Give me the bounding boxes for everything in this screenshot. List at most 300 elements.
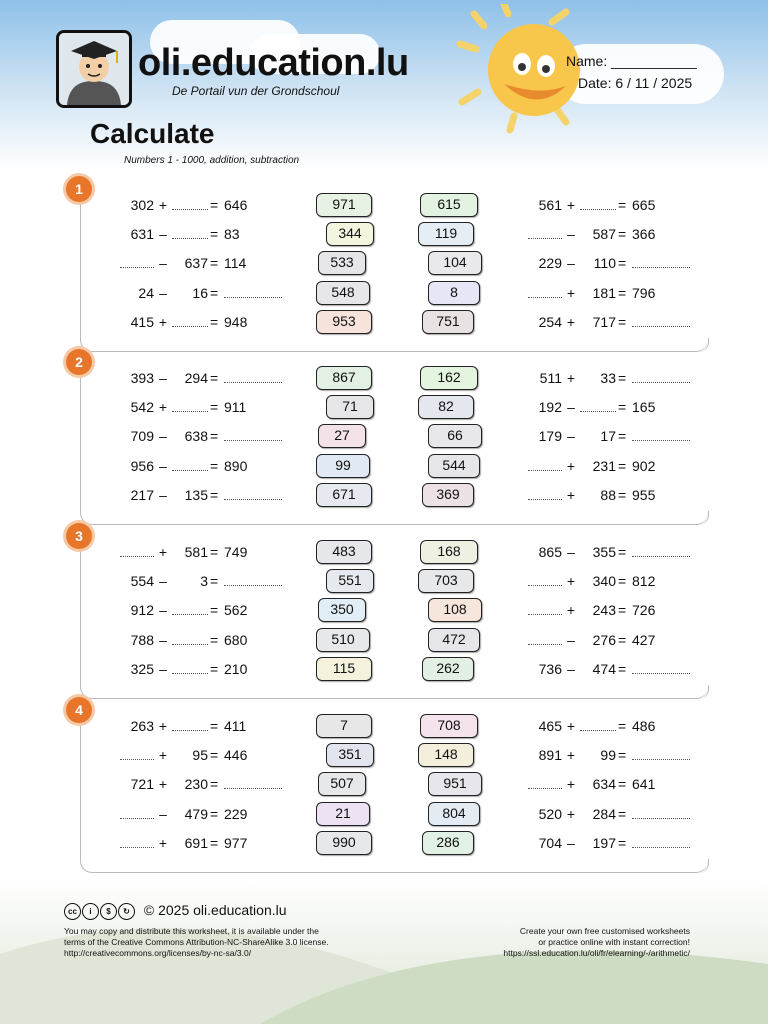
site-name: oli.education.lu [138, 42, 409, 84]
answer-tile[interactable]: 708 [420, 714, 478, 738]
equation [116, 399, 316, 419]
operand-a [116, 835, 154, 851]
result [632, 747, 694, 763]
equation [116, 487, 316, 507]
result: 665 [632, 197, 656, 213]
operand-b: 638 [184, 428, 208, 445]
operand-b: 587 [592, 226, 616, 243]
operand-a: 415 [130, 313, 154, 330]
operator: – [567, 544, 575, 560]
operator: – [567, 428, 575, 445]
result: 680 [224, 631, 248, 648]
operand-b [576, 197, 616, 213]
equals-sign: = [618, 399, 627, 416]
answer-blank[interactable] [172, 632, 208, 645]
answer-tile[interactable]: 971 [316, 193, 372, 217]
equals-sign: = [618, 747, 627, 764]
result [632, 806, 694, 822]
result: 366 [632, 226, 656, 243]
operator: + [566, 457, 576, 474]
name-field[interactable]: Name: ___________ [566, 53, 697, 69]
answer-blank[interactable] [580, 718, 616, 731]
promo-link[interactable]: https://ssl.education.lu/oli/fr/elearning/-/arithmetic/ [503, 948, 690, 958]
equation [116, 255, 316, 275]
operand-b: 717 [592, 313, 616, 330]
name-date-box [566, 50, 697, 94]
result: 446 [224, 747, 248, 764]
date-field: Date: 6 / 11 / 2025 [578, 75, 693, 91]
operand-a [524, 776, 562, 792]
operator: – [567, 226, 575, 243]
equation [116, 806, 316, 826]
operand-a: 912 [130, 602, 154, 619]
operator: – [159, 486, 167, 503]
answer-blank[interactable] [632, 806, 690, 819]
result: 210 [224, 660, 248, 677]
equals-sign: = [618, 573, 627, 590]
operator: + [158, 197, 168, 213]
answer-tile[interactable]: 8 [428, 281, 480, 305]
result [224, 487, 286, 503]
result [224, 370, 286, 386]
operand-b: 181 [592, 284, 616, 301]
answer-blank[interactable] [224, 776, 282, 789]
answer-tile[interactable]: 867 [316, 366, 372, 390]
operand-a: 511 [539, 370, 562, 386]
answer-blank[interactable] [632, 370, 690, 383]
equation [524, 806, 724, 826]
result: 796 [632, 284, 656, 301]
answer-blank[interactable] [224, 285, 282, 298]
result: 955 [632, 486, 656, 503]
equals-sign: = [210, 370, 219, 386]
result: 911 [224, 399, 247, 416]
operand-b: 135 [184, 486, 208, 503]
exercise-section [75, 354, 708, 525]
equals-sign: = [618, 284, 627, 301]
result: 229 [224, 805, 248, 822]
answer-blank[interactable] [224, 487, 282, 500]
operand-b: 284 [592, 805, 616, 822]
answer-blank[interactable] [172, 458, 208, 471]
answer-tile[interactable]: 671 [316, 483, 372, 507]
equation [116, 544, 316, 564]
operand-a [116, 255, 154, 271]
operand-a: 631 [130, 226, 154, 243]
equation [116, 314, 316, 334]
equals-sign: = [210, 631, 219, 648]
operand-b: 95 [192, 747, 208, 764]
equation [524, 544, 724, 564]
equals-sign: = [618, 226, 627, 243]
answer-tile[interactable]: 286 [422, 831, 474, 855]
answer-tile[interactable]: 990 [316, 831, 372, 855]
answer-tile[interactable]: 168 [420, 540, 478, 564]
operand-b: 355 [592, 544, 616, 560]
worksheet-subtitle: Numbers 1 - 1000, addition, subtraction [124, 155, 300, 166]
equals-sign: = [618, 428, 627, 445]
result [224, 776, 286, 792]
answer-blank[interactable] [528, 632, 562, 645]
answer-tile[interactable]: 548 [316, 281, 370, 305]
equals-sign: = [618, 313, 627, 330]
result: 114 [224, 255, 247, 272]
answer-tile[interactable]: 510 [316, 628, 370, 652]
equals-sign: = [210, 776, 219, 793]
equation [524, 370, 724, 390]
operand-b [576, 399, 616, 415]
operand-a [116, 806, 154, 822]
answer-blank[interactable] [224, 428, 282, 441]
answer-blank[interactable] [632, 747, 690, 760]
equals-sign: = [210, 718, 219, 734]
operand-a [524, 602, 562, 618]
operator: + [566, 776, 576, 793]
equals-sign: = [210, 284, 219, 301]
by-icon: i [82, 903, 99, 920]
promo-text [503, 926, 690, 959]
answer-blank[interactable] [172, 226, 208, 239]
equation [524, 661, 724, 681]
promo-line: Create your own free customised worksheets [519, 926, 690, 936]
answer-blank[interactable] [528, 776, 562, 789]
result: 641 [632, 776, 656, 793]
answer-blank[interactable] [632, 835, 690, 848]
operand-a: 554 [130, 573, 154, 590]
answer-tile[interactable]: 483 [316, 540, 372, 564]
answer-blank[interactable] [632, 661, 690, 674]
operand-a: 217 [130, 486, 154, 503]
answer-tile[interactable]: 953 [316, 310, 372, 334]
operand-b: 243 [592, 602, 616, 619]
answer-tile[interactable]: 21 [316, 802, 370, 826]
equals-sign: = [618, 602, 627, 619]
equals-sign: = [618, 486, 627, 503]
license-text [64, 926, 329, 959]
result: 411 [224, 718, 247, 734]
answer-blank[interactable] [120, 255, 154, 268]
answer-blank[interactable] [528, 226, 562, 239]
operator: + [158, 399, 168, 416]
operand-b: 340 [592, 573, 616, 590]
operand-b [168, 632, 208, 648]
equals-sign: = [210, 313, 219, 330]
equation [116, 285, 316, 305]
operand-b [168, 197, 208, 213]
equals-sign: = [618, 834, 627, 851]
operand-b: 88 [600, 486, 616, 503]
equals-sign: = [210, 255, 219, 272]
answer-tile[interactable]: 148 [418, 743, 474, 767]
equals-sign: = [210, 226, 219, 243]
operator: + [566, 313, 576, 330]
section-number-badge: 3 [66, 523, 92, 549]
operand-b: 110 [593, 255, 616, 272]
operand-a: 520 [538, 805, 562, 822]
operand-a: 891 [538, 747, 562, 764]
equation [116, 747, 316, 767]
result: 83 [224, 226, 240, 243]
license-line: terms of the Creative Commons Attribution-NC-ShareAlike 3.0 license. [64, 937, 329, 947]
answer-blank[interactable] [172, 197, 208, 210]
answer-tile[interactable]: 551 [326, 569, 374, 593]
license-link[interactable]: http://creativecommons.org/licenses/by-nc-sa/3.0/ [64, 948, 252, 958]
operand-b: 479 [184, 805, 208, 822]
answer-blank[interactable] [632, 314, 690, 327]
result: 427 [632, 631, 656, 648]
answer-tile[interactable]: 472 [428, 628, 480, 652]
operand-a: 179 [538, 428, 562, 445]
operand-a: 192 [538, 399, 562, 416]
operator: – [567, 255, 575, 272]
equation [116, 835, 316, 855]
operator: + [566, 718, 576, 734]
section-number-badge: 1 [66, 176, 92, 202]
result [224, 285, 286, 301]
answer-tile[interactable]: 27 [318, 424, 366, 448]
answer-tile[interactable]: 99 [316, 454, 370, 478]
answer-tile[interactable]: 544 [428, 454, 480, 478]
copyright-text: © 2025 oli.education.lu [143, 902, 287, 918]
result: 486 [632, 718, 656, 734]
operand-b: 581 [184, 544, 208, 560]
answer-tile[interactable]: 82 [418, 395, 474, 419]
equation [116, 661, 316, 681]
equals-sign: = [618, 457, 627, 474]
result [632, 314, 694, 330]
operand-a: 721 [130, 776, 154, 793]
operand-b [168, 314, 208, 330]
equation [524, 573, 724, 593]
answer-tile[interactable]: 71 [326, 395, 374, 419]
nc-icon: $ [100, 903, 117, 920]
cc-icon: cc [64, 903, 81, 920]
answer-blank[interactable] [120, 544, 154, 557]
operand-a: 24 [138, 284, 154, 301]
result: 726 [632, 602, 656, 619]
answer-tile[interactable]: 350 [318, 598, 366, 622]
equation [116, 632, 316, 652]
result [632, 255, 694, 271]
operand-b [576, 718, 616, 734]
operator: – [159, 805, 167, 822]
answer-tile[interactable]: 119 [418, 222, 474, 246]
answer-tile[interactable]: 66 [428, 424, 482, 448]
operand-b [168, 661, 208, 677]
answer-blank[interactable] [580, 399, 616, 412]
answer-tile[interactable]: 369 [422, 483, 474, 507]
operator: – [567, 631, 575, 648]
operator: + [566, 805, 576, 822]
equation [524, 632, 724, 652]
operand-a: 561 [538, 197, 562, 213]
equals-sign: = [618, 805, 627, 822]
operand-b [168, 718, 208, 734]
operator: + [566, 747, 576, 764]
answer-blank[interactable] [224, 370, 282, 383]
answer-tile[interactable]: 262 [422, 657, 474, 681]
operator: – [159, 255, 167, 272]
equals-sign: = [210, 602, 219, 619]
answer-tile[interactable]: 108 [428, 598, 482, 622]
equals-sign: = [618, 660, 627, 677]
operand-b [168, 602, 208, 618]
equals-sign: = [210, 197, 219, 213]
operator: – [159, 573, 167, 590]
operand-b: 637 [184, 255, 208, 272]
operand-a: 263 [130, 718, 154, 734]
operand-b: 276 [592, 631, 616, 648]
equals-sign: = [618, 631, 627, 648]
equation [116, 776, 316, 796]
answer-tile[interactable]: 533 [318, 251, 366, 275]
answer-blank[interactable] [528, 573, 562, 586]
answer-tile[interactable]: 951 [428, 772, 482, 796]
answer-blank[interactable] [172, 602, 208, 615]
answer-blank[interactable] [120, 835, 154, 848]
answer-blank[interactable] [120, 747, 154, 760]
answer-blank[interactable] [172, 399, 208, 412]
equation [116, 458, 316, 478]
answer-blank[interactable] [580, 197, 616, 210]
operator: + [566, 602, 576, 619]
equation [524, 399, 724, 419]
operand-a [116, 544, 154, 560]
answer-blank[interactable] [528, 458, 562, 471]
answer-tile[interactable]: 7 [316, 714, 372, 738]
answer-tile[interactable]: 115 [316, 657, 372, 681]
operator: – [159, 631, 167, 648]
result [224, 573, 286, 589]
operand-a [524, 573, 562, 589]
operand-a: 865 [538, 544, 562, 560]
result [632, 544, 694, 560]
license-line: You may copy and distribute this worksheet, it is available under the [64, 926, 319, 936]
answer-blank[interactable] [224, 573, 282, 586]
equation [524, 718, 724, 738]
answer-blank[interactable] [632, 428, 690, 441]
operand-b: 294 [184, 370, 208, 386]
equation [116, 197, 316, 217]
site-tagline: De Portail vun der Grondschoul [172, 84, 340, 98]
section-number-badge: 2 [66, 349, 92, 375]
answer-tile[interactable]: 351 [326, 743, 374, 767]
operand-b: 691 [184, 834, 208, 851]
equals-sign: = [210, 834, 219, 851]
result [632, 835, 694, 851]
operator: + [158, 718, 168, 734]
operand-b: 17 [600, 428, 616, 445]
operand-a [524, 285, 562, 301]
operator: – [159, 428, 167, 445]
copyright-line [64, 902, 287, 920]
operand-a: 465 [538, 718, 562, 734]
equation [116, 718, 316, 738]
answer-blank[interactable] [632, 544, 690, 557]
logo-avatar [56, 30, 132, 108]
operator: + [566, 486, 576, 503]
answer-blank[interactable] [172, 661, 208, 674]
result: 977 [224, 834, 248, 851]
equals-sign: = [210, 805, 219, 822]
operand-b: 634 [592, 776, 616, 793]
answer-tile[interactable]: 344 [326, 222, 374, 246]
answer-tile[interactable]: 507 [318, 772, 366, 796]
equals-sign: = [210, 399, 219, 416]
equals-sign: = [210, 544, 219, 560]
answer-tile[interactable]: 804 [428, 802, 480, 826]
equals-sign: = [210, 747, 219, 764]
result: 890 [224, 457, 248, 474]
sa-icon: ↻ [118, 903, 135, 920]
answer-blank[interactable] [528, 285, 562, 298]
result: 646 [224, 197, 248, 213]
operand-b [168, 226, 208, 242]
equals-sign: = [618, 544, 627, 560]
result [224, 428, 286, 444]
operator: + [566, 284, 576, 301]
equation [524, 226, 724, 246]
equals-sign: = [210, 457, 219, 474]
operand-b [168, 399, 208, 415]
operand-a: 542 [130, 399, 154, 416]
operand-a: 254 [538, 313, 562, 330]
answer-blank[interactable] [172, 314, 208, 327]
equation [524, 835, 724, 855]
equals-sign: = [618, 776, 627, 793]
answer-blank[interactable] [632, 255, 690, 268]
answer-tile[interactable]: 162 [420, 366, 478, 390]
operand-a [524, 226, 562, 242]
section-number-badge: 4 [66, 697, 92, 723]
operand-b: 33 [600, 370, 616, 386]
operator: – [159, 226, 167, 243]
operand-a: 302 [130, 197, 154, 213]
operator: – [159, 370, 167, 386]
operand-a: 736 [538, 660, 562, 677]
operator: + [566, 370, 576, 386]
answer-tile[interactable]: 615 [420, 193, 478, 217]
operand-a [524, 487, 562, 503]
answer-blank[interactable] [120, 806, 154, 819]
answer-tile[interactable]: 703 [418, 569, 474, 593]
answer-blank[interactable] [528, 602, 562, 615]
equation [524, 285, 724, 305]
operand-a: 956 [130, 457, 154, 474]
operator: + [158, 747, 168, 764]
answer-blank[interactable] [528, 487, 562, 500]
equation [524, 255, 724, 275]
equation [116, 370, 316, 390]
operator: – [159, 457, 167, 474]
equation [524, 487, 724, 507]
operator: + [158, 776, 168, 793]
equation [116, 428, 316, 448]
equation [116, 573, 316, 593]
operand-b: 231 [592, 457, 616, 474]
equals-sign: = [618, 255, 627, 272]
result: 902 [632, 457, 656, 474]
equals-sign: = [618, 370, 627, 386]
exercise-section [75, 528, 708, 699]
answer-blank[interactable] [172, 718, 208, 731]
result [632, 370, 694, 386]
operator: + [566, 573, 576, 590]
answer-tile[interactable]: 104 [428, 251, 482, 275]
result: 812 [632, 573, 656, 590]
answer-tile[interactable]: 751 [422, 310, 474, 334]
operator: – [567, 660, 575, 677]
